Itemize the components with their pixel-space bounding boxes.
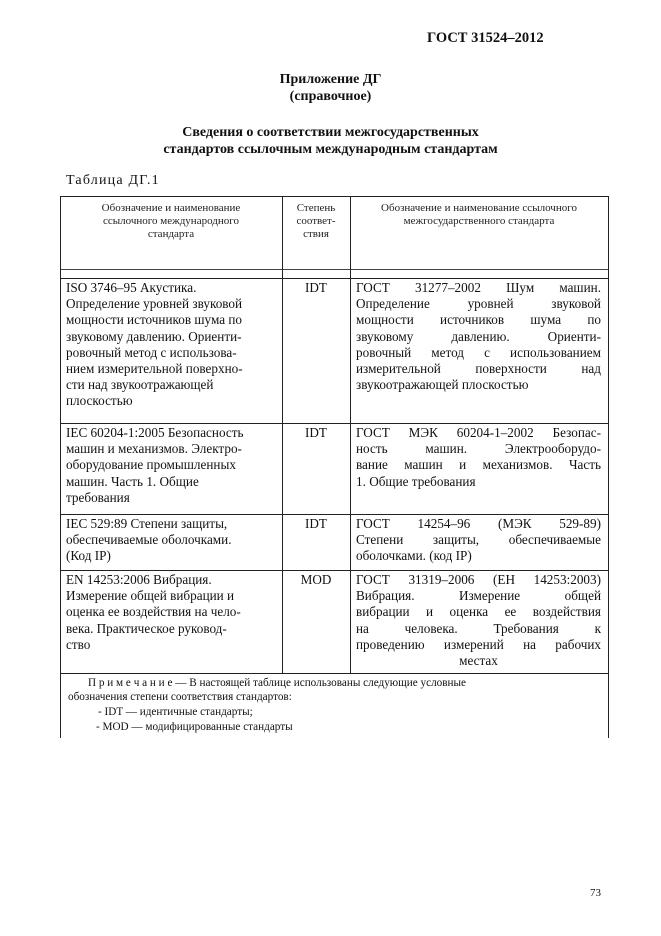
correspondence-table (60, 196, 609, 738)
appendix-subtitle: (справочное) (289, 89, 372, 104)
table-rule (60, 196, 61, 738)
cell-line: ность машин. Электрооборудо- (356, 441, 601, 457)
cell-line: 1. Общие требования (356, 473, 476, 489)
cell-line: Определение уровней звуковой (356, 296, 601, 312)
cell-line: IEC 529:89 Степени защиты, (66, 516, 228, 531)
cell-line: ГОСТ 14254–96 (МЭК 529-89) (356, 516, 601, 531)
cell-line: оценка ее воздействия на чело- (66, 604, 241, 620)
header-line: ствия (303, 228, 329, 240)
cell-line: Определение уровней звуковой (66, 296, 243, 312)
table-rule (60, 514, 609, 515)
cell-line: местах (459, 653, 498, 669)
table-row-2-degree: IDT (305, 425, 327, 440)
cell-line: IEC 60204-1:2005 Безопасность (66, 425, 244, 440)
cell-line: машин. Часть 1. Общие (66, 473, 199, 489)
header-line: ссылочного международного (103, 215, 239, 227)
cell-line: ISO 3746–95 Акустика. (66, 280, 197, 295)
cell-line: ГОСТ МЭК 60204-1–2002 Безопас- (356, 425, 601, 440)
table-note-item-idt: - IDT — идентичные стандарты; (98, 706, 253, 718)
table-rule (350, 196, 351, 673)
table-row-1-interstate (356, 280, 601, 393)
document-code: ГОСТ 31524–2012 (427, 30, 544, 46)
cell-line: машин и механизмов. Электро- (66, 441, 242, 457)
cell-line: ство (66, 636, 91, 652)
appendix-title: Приложение ДГ (279, 72, 382, 87)
cell-line: проведению измерений на рабочих (356, 636, 601, 652)
column-header-interstate-standard (350, 202, 608, 228)
table-rule (60, 269, 609, 270)
table-row-1-degree: IDT (305, 280, 327, 295)
column-header-international-standard (60, 202, 282, 241)
table-row-4-international (66, 572, 278, 653)
header-line: соответ- (296, 215, 336, 227)
cell-line: звуковому давлению. Ориенти- (66, 328, 242, 344)
cell-line: Измерение общей вибрации и (66, 588, 235, 604)
table-rule (60, 196, 609, 197)
cell-line: ГОСТ 31277–2002 Шум машин. (356, 280, 601, 295)
header-line: Обозначение и наименование (101, 202, 241, 214)
header-line: стандарта (147, 228, 195, 240)
cell-line: ровочный метод с использова- (66, 344, 237, 360)
cell-line: Степени защиты, обеспечиваемые (356, 532, 601, 548)
cell-line: вание машин и механизмов. Часть (356, 457, 601, 473)
table-rule (60, 278, 609, 279)
cell-line: оборудование промышленных (66, 457, 236, 473)
appendix-heading (0, 71, 661, 105)
section-heading-line-2: стандартов ссылочным международным стандартам (163, 142, 498, 157)
cell-line: ровочный метод с использованием (356, 344, 601, 360)
section-heading (0, 124, 661, 158)
table-row-1-international (66, 280, 278, 410)
note-text: — В настоящей таблице использованы следующие условные (172, 677, 467, 689)
table-caption: Таблица ДГ.1 (66, 173, 160, 188)
cell-line: нием измерительной поверхно- (66, 361, 243, 377)
cell-line: мощности источников шума по (356, 312, 601, 328)
table-row-3-interstate (356, 516, 601, 565)
cell-line: мощности источников шума по (66, 312, 243, 328)
table-row-3-international (66, 516, 278, 565)
table-rule (608, 196, 609, 738)
cell-line: на человека. Требования к (356, 620, 601, 636)
section-heading-line-1: Сведения о соответствии межгосударственных (182, 125, 479, 140)
header-line: межгосударственного стандарта (403, 215, 555, 227)
cell-line: звуковому давлению. Ориенти- (356, 328, 601, 344)
cell-line: измерительной поверхности над (356, 361, 601, 377)
cell-line: обеспечиваемые оболочками. (66, 532, 232, 548)
table-row-4-degree: MOD (300, 572, 332, 587)
cell-line: ГОСТ 31319–2006 (ЕН 14253:2003) (356, 572, 601, 587)
cell-line: века. Практическое руковод- (66, 620, 227, 636)
table-note (88, 677, 466, 691)
cell-line: EN 14253:2006 Вибрация. (66, 572, 212, 587)
table-row-3-degree: IDT (305, 516, 327, 531)
table-rule (60, 423, 609, 424)
page-number: 73 (590, 887, 601, 899)
table-row-4-interstate (356, 572, 601, 669)
table-note-line-2: обозначения степени соответствия стандартов: (68, 691, 292, 703)
cell-line: требования (66, 489, 130, 505)
cell-line: оболочками. (код IP) (356, 548, 472, 564)
table-row-2-international (66, 425, 278, 506)
table-row-2-interstate (356, 425, 601, 490)
note-label: П р и м е ч а н и е (88, 677, 173, 689)
cell-line: (Код IP) (66, 548, 111, 564)
header-line: Обозначение и наименование ссылочного (381, 202, 577, 214)
cell-line: Вибрация. Измерение общей (356, 588, 601, 604)
column-header-degree (282, 202, 350, 241)
cell-line: звукоотражающей плоскостью (356, 377, 529, 393)
header-line: Степень (296, 202, 336, 214)
cell-line: сти над звукоотражающей (66, 377, 214, 393)
cell-line: вибрации и оценка ее воздействия (356, 604, 601, 620)
cell-line: плоскостью (66, 393, 133, 409)
table-rule (60, 673, 609, 674)
table-note-item-mod: - MOD — модифицированные стандарты (96, 721, 293, 733)
table-rule (60, 570, 609, 571)
